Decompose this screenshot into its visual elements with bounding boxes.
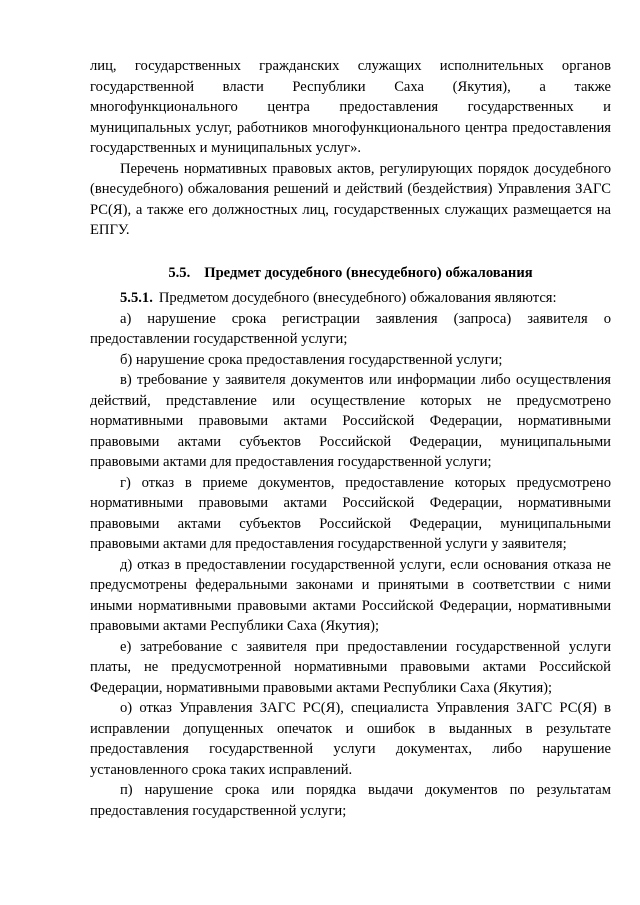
subsection-text: Предметом досудебного (внесудебного) обжалования являются: [158,290,557,306]
section-heading [90,263,611,284]
list-item: б) нарушение срока предоставления государственной услуги; [120,351,503,368]
paragraph-legal-acts-list: Перечень нормативных правовых актов, регулирующих порядок досудебного (внесудебного) обжалования решений и действий (бездействия) Управления ЗАГС РС(Я), а также его должностных лиц, государственных служащих размещается на ЕПГУ. [90,160,611,238]
list-item: е) затребование с заявителя при предоставлении государственной услуги платы, не предусмотренной нормативными правовыми актами Российской Федерации, нормативными правовыми актами Республики Саха (Якутия); [90,638,611,696]
subsection-intro [90,288,611,309]
section-number: 5.5. [168,264,191,281]
subsection-number: 5.5.1. [120,290,153,306]
list-item: п) нарушение срока или порядка выдачи документов по результатам предоставления государственной услуги; [90,782,611,819]
list-item: а) нарушение срока регистрации заявления (запроса) заявителя о предоставлении государственной услуги; [90,310,611,347]
paragraph-continuation: лиц, государственных гражданских служащих исполнительных органов государственной власти Республики Саха (Якутия), а также многофункционального центра предоставления государственных и муниципальных услуг, работников многофункционального центра предоставления государственных и муниципальных услуг». [90,58,611,156]
document-body [90,56,611,821]
list-item: д) отказ в предоставлении государственной услуги, если основания отказа не предусмотрены федеральными законами и принятыми в соответствии с ними иными нормативными правовыми актами Российской Федерации, нормативными правовыми актами Республики Саха (Якутия); [90,556,611,634]
list-item: о) отказ Управления ЗАГС РС(Я), специалиста Управления ЗАГС РС(Я) в исправлении допущенных опечаток и ошибок в выданных в результате предоставления государственной услуги документах, либо нарушение установленного срока таких исправлений. [90,700,611,778]
list-item: г) отказ в приеме документов, предоставление которых предусмотрено нормативными правовыми актами Российской Федерации, нормативными правовыми актами субъектов Российской Федерации, муниципальными правовыми актами для предоставления государственной услуги у заявителя; [90,474,611,552]
list-item: в) требование у заявителя документов или информации либо осуществления действий, представление или осуществление которых не предусмотрено нормативными правовыми актами Российской Федерации, нормативными правовыми актами субъектов Российской Федерации, муниципальными правовыми актами для предоставления государственной услуги; [90,372,611,470]
section-title: Предмет досудебного (внесудебного) обжалования [204,264,533,281]
